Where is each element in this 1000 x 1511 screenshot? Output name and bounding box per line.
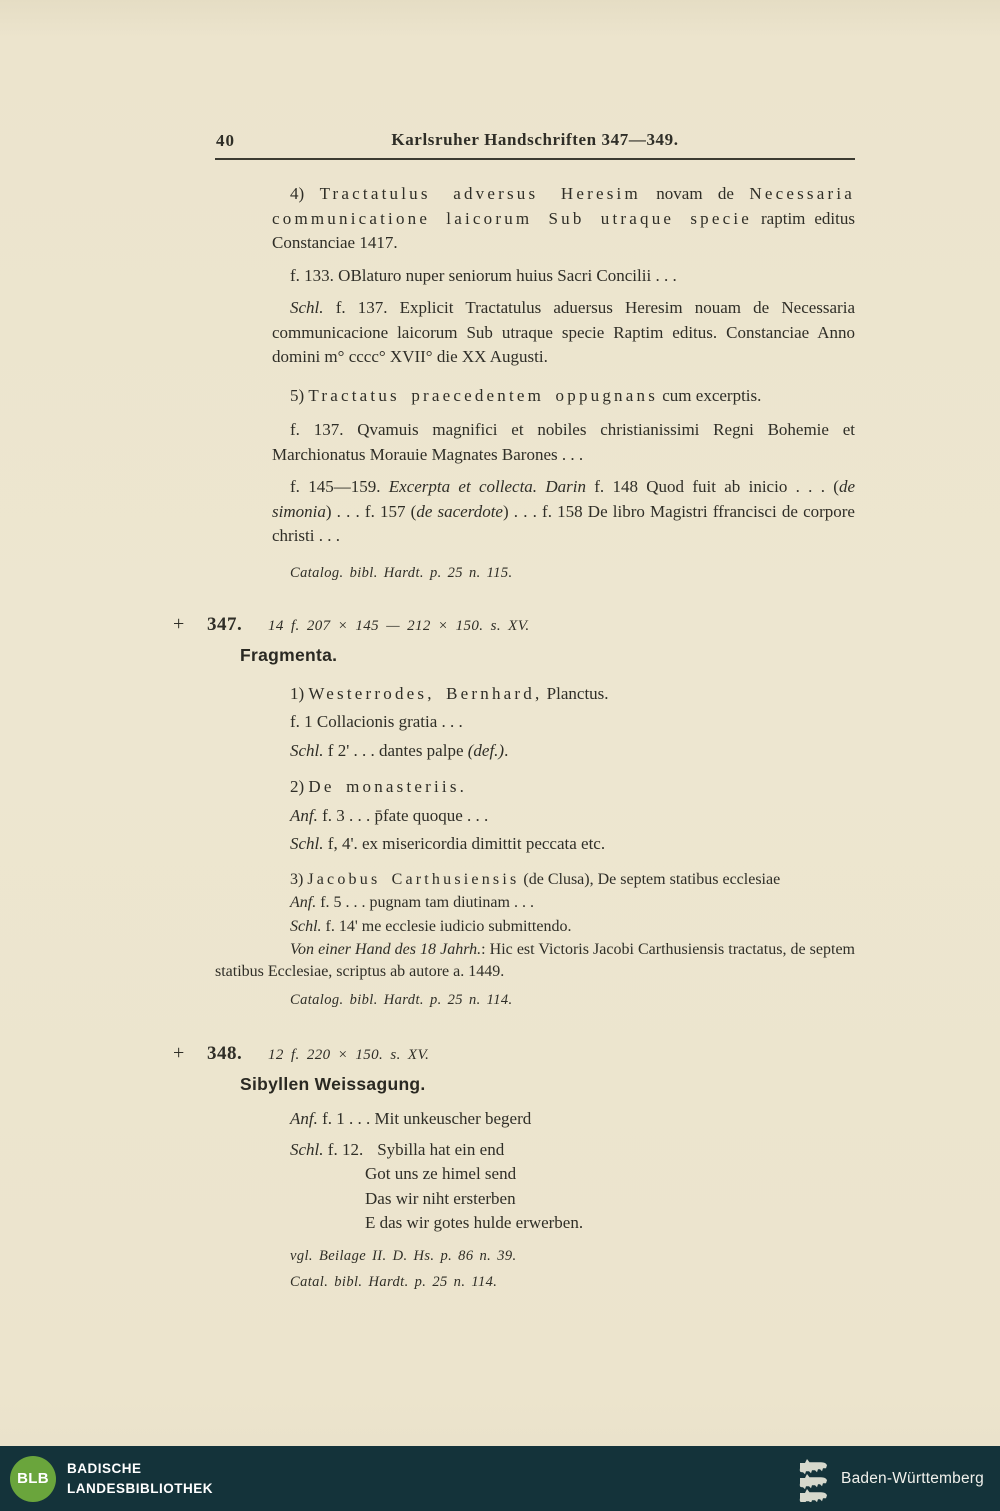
state-name: Baden-Württemberg [841, 1469, 984, 1487]
entry-title-347: Fragmenta. [240, 644, 338, 665]
item-4-number: 4) [290, 184, 320, 203]
entry-348-verse-3: Das wir niht ersterben [365, 1188, 516, 1208]
baden-wuerttemberg-coat-of-arms-icon [796, 1456, 830, 1502]
item-4-title [272, 182, 855, 256]
blb-logo-text: BLB [17, 1470, 49, 1487]
entry-346-continued [215, 182, 855, 583]
entry-348 [173, 1042, 855, 1292]
catalog-reference-114b: Catal. bibl. Hardt. p. 25 n. 114. [290, 1273, 498, 1290]
schl-text: f. 137. Explicit Tractatulus aduersus Heresim nouam de Necessaria communicacione laicorum Sub utraque specie Raptim editus. Constanciae Anno domini m° cccc° XVII° die XX Augusti. [272, 298, 855, 366]
catalog-reference-114: Catalog. bibl. Hardt. p. 25 n. 114. [290, 992, 513, 1008]
entry-347-item-3: 3) Jacobus Carthusiensis (de Clusa), De septem statibus ecclesiae [290, 870, 781, 888]
entry-heading-348 [173, 1042, 855, 1065]
item-5-title-end: cum excerptis. [658, 385, 762, 405]
entry-348-verse-2: Got uns ze himel send [365, 1164, 517, 1183]
item-4-title-spaced: Tractatulus adversus Heresim [319, 184, 641, 203]
page-header [215, 130, 855, 160]
library-brand [10, 1456, 213, 1502]
library-name [67, 1459, 213, 1498]
blb-logo [10, 1456, 56, 1502]
item-5-excerpta: f. 145—159. Excerpta et collecta. Darin f. 148 Quod fuit ab inicio . . . (de simonia) . . . f. 157 (de sacerdote) . . . f. 158 De libro Magistri ffrancisci de corpore christi . . . [272, 477, 855, 545]
entry-347-item-2-explicit: Schl. f, 4'. ex misericordia dimittit peccata etc. [290, 834, 606, 853]
entry-number-348: 348. [207, 1043, 243, 1064]
page-number: 40 [216, 131, 235, 150]
item-4-incipit: f. 133. OBlaturo nuper seniorum huius Sacri Concilii . . . [290, 265, 677, 285]
item-5-title [272, 384, 855, 409]
entry-347-item-1-incipit: f. 1 Collacionis gratia . . . [290, 712, 463, 731]
plus-mark: + [173, 1042, 185, 1064]
running-title: Karlsruher Handschriften 347—349. [391, 130, 679, 149]
entry-347-item-1-explicit: Schl. f 2' . . . dantes palpe (def.). [290, 740, 509, 760]
item-4-title-spaced2: Necessaria communicatione laicorum Sub utraque specie [272, 184, 855, 228]
entry-347-item-3-incipit: Anf. f. 5 . . . pugnam tam diutinam . . . [290, 894, 534, 911]
item-5-incipit: f. 137. Qvamuis magnifici et nobiles christianissimi Regni Bohemie et Marchionatus Morauie Magnates Barones . . . [272, 420, 855, 464]
entry-347-item-1: 1) Westerrodes, Bernhard, Planctus. [290, 683, 609, 703]
entry-348-explicit-verse-1: Schl. f. 12. Sybilla hat ein end [290, 1139, 505, 1159]
entry-347 [173, 612, 856, 1011]
viewer-footer [0, 1446, 1000, 1511]
library-name-line1: BADISCHE [67, 1460, 142, 1476]
plus-mark: + [173, 612, 185, 635]
entry-348-verse-4: E das wir gotes hulde erwerben. [365, 1213, 584, 1232]
entry-number-347: 347. [207, 613, 243, 635]
item-4-title-plain: novam de [640, 184, 750, 203]
state-brand [796, 1456, 986, 1502]
catalog-reference-115: Catalog. bibl. Hardt. p. 25 n. 115. [290, 564, 513, 581]
library-name-line2: LANDESBIBLIOTHEK [67, 1480, 213, 1496]
entry-heading-347 [173, 613, 855, 636]
entry-347-item-3-explicit: Schl. f. 14' me ecclesie iudicio submittendo. [290, 917, 572, 935]
collation-347: 14 f. 207 × 145 — 212 × 150. s. XV. [268, 617, 530, 634]
schl-label: Schl. [290, 298, 324, 317]
item-4-title-end: raptim editus Constanciae 1417. [272, 208, 855, 252]
beilage-reference: vgl. Beilage II. D. Hs. p. 86 n. 39. [290, 1247, 517, 1264]
entry-347-item-2-incipit: Anf. f. 3 . . . p̄fate quoque . . . [290, 805, 489, 825]
item-4-explicit [272, 296, 855, 370]
item-5-number: 5) [290, 385, 309, 405]
collation-348: 12 f. 220 × 150. s. XV. [268, 1047, 430, 1063]
entry-347-item-3-later-hand-note: Von einer Hand des 18 Jahrh.: Hic est Victoris Jacobi Carthusiensis tractatus, de septem statibus Ecclesiae, scriptus ab autore a. 1449. [215, 941, 856, 980]
item-5-title-spaced: Tractatus praecedentem oppugnans [308, 385, 659, 405]
entry-title-348: Sibyllen Weissagung. [240, 1074, 426, 1094]
entry-348-incipit: Anf. f. 1 . . . Mit unkeuscher begerd [290, 1109, 532, 1128]
entry-347-item-2: 2) De monasteriis. [290, 777, 468, 796]
